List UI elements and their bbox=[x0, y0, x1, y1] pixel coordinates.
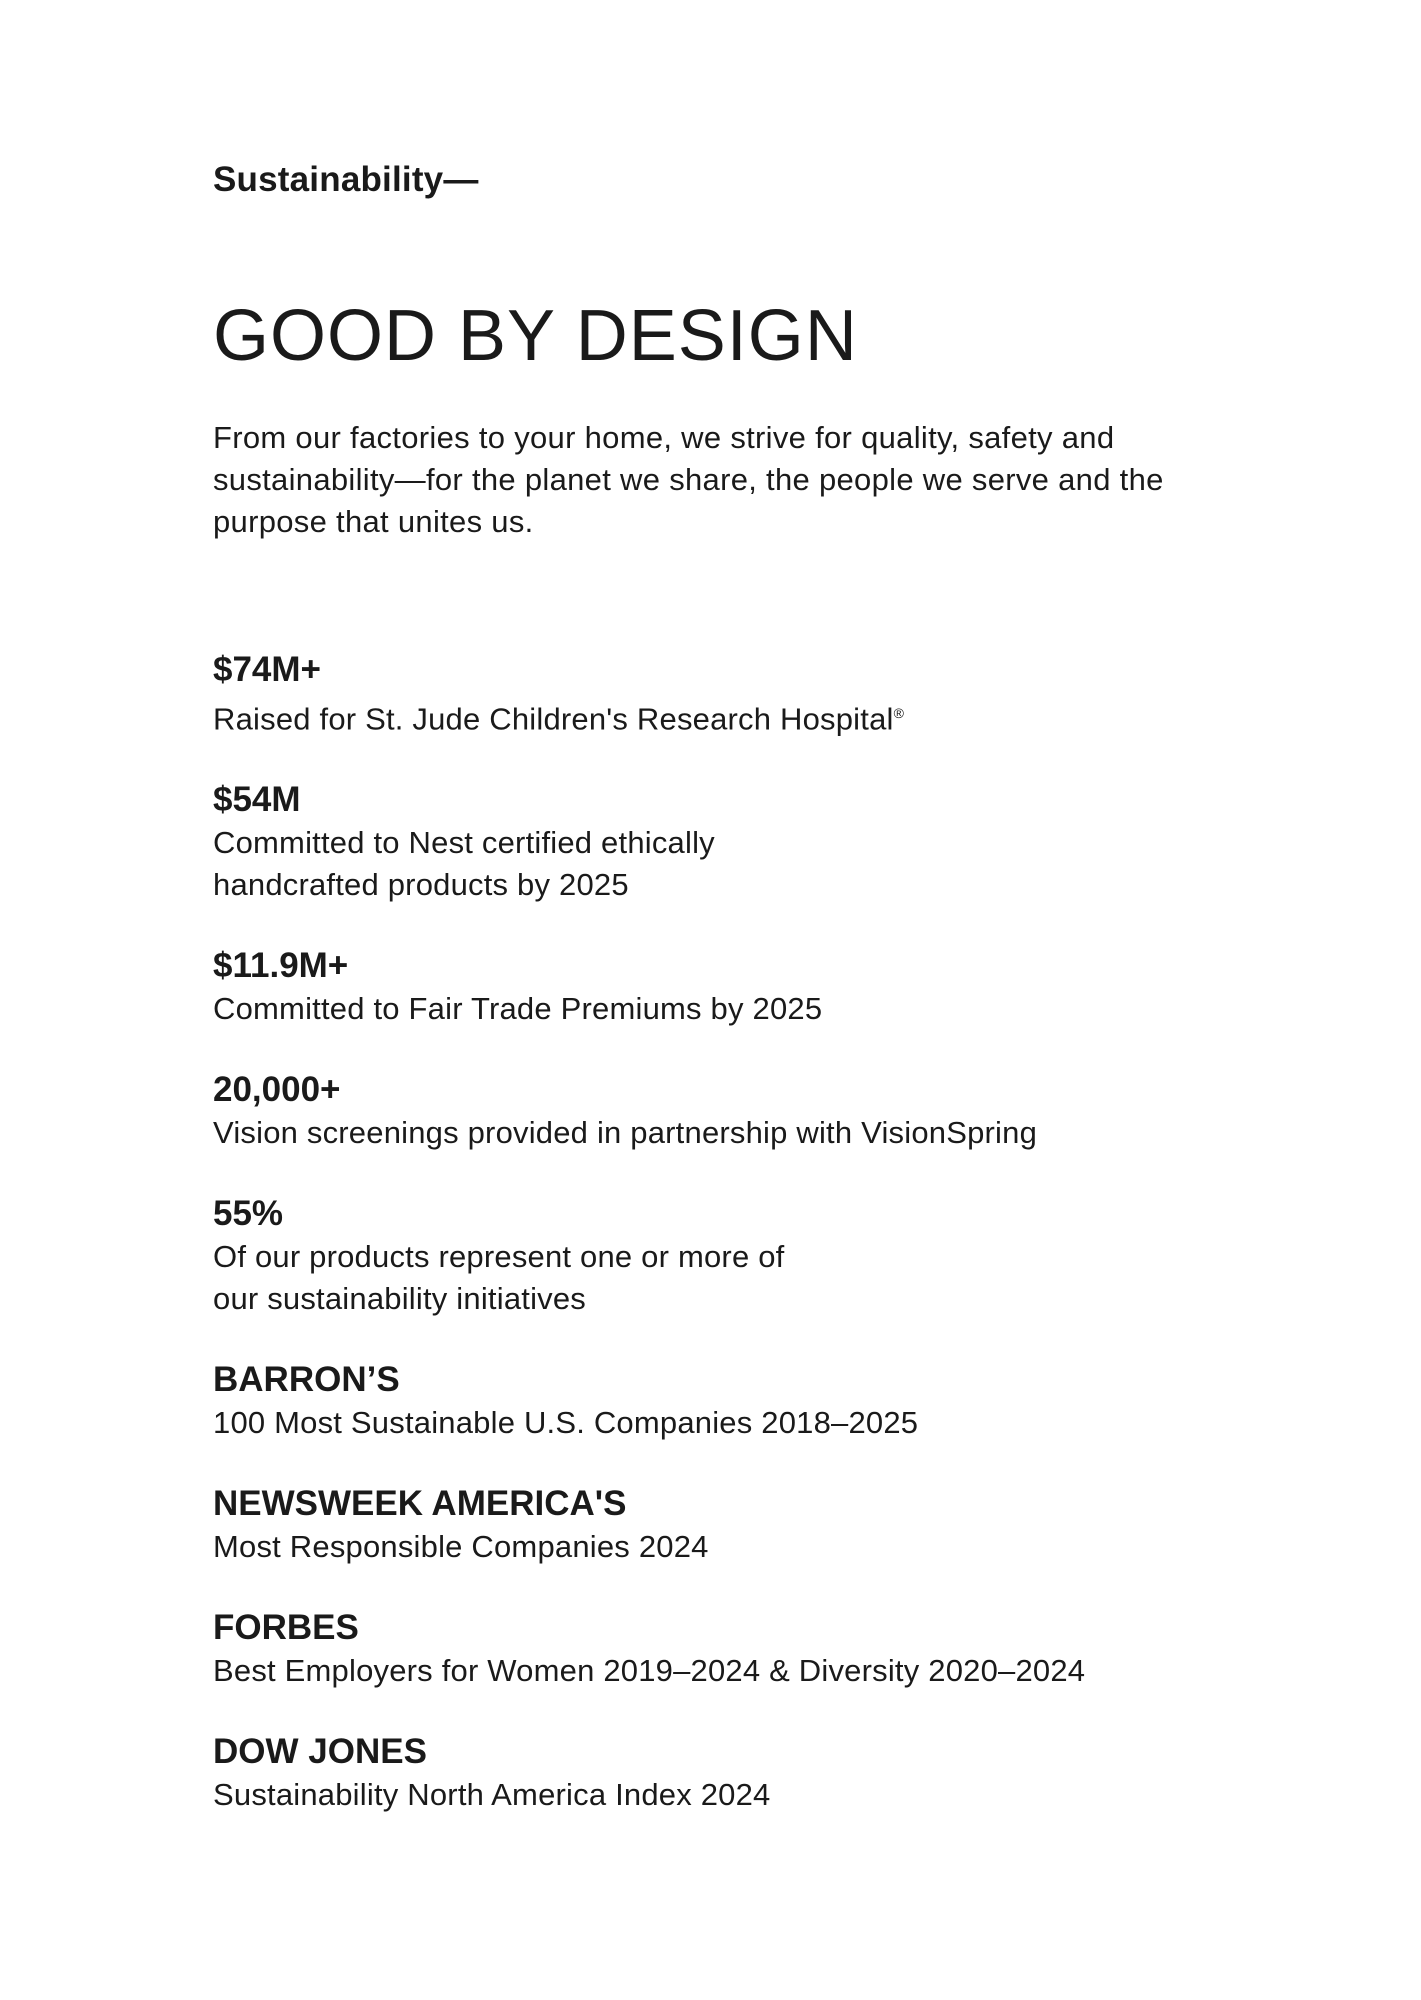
stat-description-line: Raised for St. Jude Children's Research Hospital bbox=[213, 701, 894, 737]
stat-item bbox=[213, 1192, 1313, 1320]
stat-description-line: Of our products represent one or more of bbox=[213, 1239, 785, 1275]
stats-list bbox=[213, 648, 1313, 1854]
award-source: FORBES bbox=[213, 1608, 359, 1648]
stat-description-line: handcrafted products by 2025 bbox=[213, 867, 629, 903]
intro-paragraph: From our factories to your home, we strive for quality, safety and sustainability—for the planet we share, the people we serve and the purpose that unites us. bbox=[213, 420, 1164, 539]
stat-item bbox=[213, 778, 1313, 906]
stat-value: $54M bbox=[213, 780, 301, 820]
stat-description-line: Vision screenings provided in partnership with VisionSpring bbox=[213, 1115, 1038, 1151]
stat-description-line: Committed to Nest certified ethically bbox=[213, 825, 715, 861]
award-description: Most Responsible Companies 2024 bbox=[213, 1529, 709, 1565]
stat-value: 55% bbox=[213, 1194, 284, 1234]
stat-value: 20,000+ bbox=[213, 1070, 341, 1110]
stat-description-line: Committed to Fair Trade Premiums by 2025 bbox=[213, 991, 823, 1027]
stat-item bbox=[213, 944, 1313, 1030]
stat-value: $74M+ bbox=[213, 650, 321, 689]
registered-mark: ® bbox=[893, 705, 905, 721]
stat-description bbox=[213, 692, 1313, 740]
stat-item bbox=[213, 1068, 1313, 1154]
stat-description-line: our sustainability initiatives bbox=[213, 1281, 587, 1317]
award-description: Sustainability North America Index 2024 bbox=[213, 1777, 771, 1813]
award-description: Best Employers for Women 2019–2024 & Diversity 2020–2024 bbox=[213, 1653, 1086, 1689]
section-eyebrow: Sustainability— bbox=[213, 160, 479, 199]
award-item bbox=[213, 1358, 1313, 1444]
award-item bbox=[213, 1482, 1313, 1568]
stat-value: $11.9M+ bbox=[213, 946, 349, 986]
stat-item bbox=[213, 648, 1313, 740]
page-title: GOOD BY DESIGN bbox=[213, 296, 858, 376]
award-source: BARRON’S bbox=[213, 1360, 400, 1400]
award-item bbox=[213, 1606, 1313, 1692]
award-item bbox=[213, 1730, 1313, 1816]
award-source: DOW JONES bbox=[213, 1732, 427, 1772]
award-description: 100 Most Sustainable U.S. Companies 2018–2025 bbox=[213, 1405, 919, 1441]
award-source: NEWSWEEK AMERICA'S bbox=[213, 1484, 627, 1524]
